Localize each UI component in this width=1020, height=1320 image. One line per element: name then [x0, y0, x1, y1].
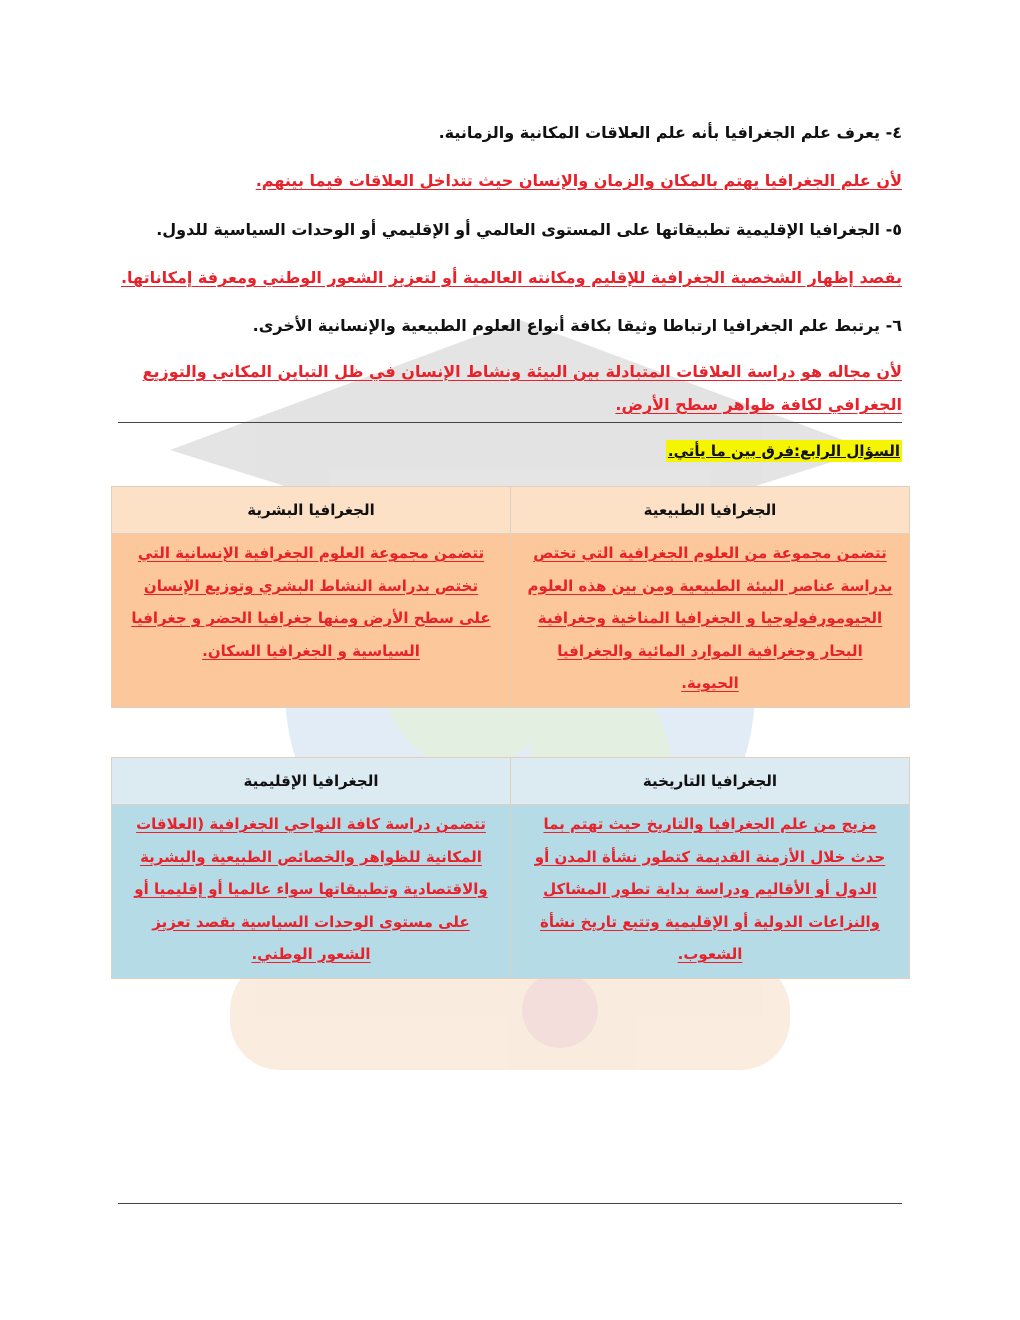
comparison-table-2 [111, 757, 910, 979]
comparison-table-1 [111, 486, 910, 708]
table1-left-line: على سطح الأرض ومنها جغرافيا الحضر و جغرافيا [131, 609, 491, 627]
answer-6-line-2: الجغرافي لكافة ظواهر سطح الأرض. [615, 395, 902, 414]
table2-left-header: الجغرافيا الإقليمية [112, 758, 511, 805]
table2-right-line: الشعوب. [677, 945, 743, 963]
table2-left-cell [112, 805, 511, 979]
divider-bottom [118, 1203, 902, 1204]
table1-left-line: تختص بدراسة النشاط البشري وتوزيع الإنسان [143, 576, 479, 595]
answer-6-line-1: لأن مجاله هو دراسة العلاقات المتبادلة بين البيئة ونشاط الإنسان في ظل التباين المكاني والتوزيع [142, 362, 902, 381]
statement-4: ٤- يعرف علم الجغرافيا بأنه علم العلاقات المكانية والزمانية. [438, 123, 902, 142]
table1-left-line: السياسية و الجغرافيا السكان. [202, 641, 420, 660]
table1-right-line: الجيومورفولوجيا و الجغرافيا المناخية وجغرافية [537, 609, 883, 627]
table2-right-line: الدول أو الأقاليم ودراسة بداية تطور المشاكل [543, 880, 877, 898]
table2-left-line: على مستوى الوحدات السياسية بقصد تعزيز [152, 912, 470, 931]
table1-left-header: الجغرافيا البشرية [112, 487, 511, 534]
table2-right-line: حدث خلال الأزمنة القديمة كتطور نشأة المدن أو [534, 847, 886, 866]
table2-left-line: تتضمن دراسة كافة النواحي الجغرافية (العلاقات [136, 815, 486, 833]
table1-right-header: الجغرافيا الطبيعية [511, 487, 910, 534]
answer-4: لأن علم الجغرافيا يهتم بالمكان والزمان والإنسان حيث تتداخل العلاقات فيما بينهم. [255, 171, 902, 190]
table2-right-header: الجغرافيا التاريخية [511, 758, 910, 805]
table1-right-line: تتضمن مجموعة من العلوم الجغرافية التي تختص [533, 544, 887, 562]
table1-right-cell [511, 534, 910, 708]
table2-right-line: مزيج من علم الجغرافيا والتاريخ حيث تهتم بما [543, 815, 877, 833]
table2-right-cell [511, 805, 910, 979]
question-4-title: السؤال الرابع:فرق بين ما يأتي. [667, 442, 900, 460]
divider-top [118, 422, 902, 423]
table1-left-cell [112, 534, 511, 708]
table1-right-line: البحار وجغرافية الموارد المائية والجغرافيا [557, 641, 863, 660]
table2-left-line: والاقتصادية وتطبيقاتها سواء عالميا أو إقليميا أو [134, 880, 488, 898]
table1-left-line: تتضمن مجموعة العلوم الجغرافية الإنسانية التي [137, 544, 485, 562]
answer-5: بقصد إظهار الشخصية الجغرافية للإقليم ومكانته العالمية أو لتعزيز الشعور الوطني ومعرفة إمكاناتها. [120, 268, 902, 287]
table1-right-line: الحيوية. [681, 674, 739, 692]
table2-left-line: المكانية للظواهر والخصائص الطبيعية والبشرية [140, 847, 482, 866]
statement-6: ٦- يرتبط علم الجغرافيا ارتباطا وثيقا بكافة أنواع العلوم الطبيعية والإنسانية الأخرى. [252, 316, 902, 335]
table2-left-line: الشعور الوطني. [251, 945, 371, 963]
table1-right-line: بدراسة عناصر البيئة الطبيعية ومن بين هذه العلوم [527, 576, 893, 595]
table2-right-line: والنزاعات الدولية أو الإقليمية وتتبع تاريخ نشأة [540, 912, 880, 931]
statement-5: ٥- الجغرافيا الإقليمية تطبيقاتها على المستوى العالمي أو الإقليمي أو الوحدات السياسية للدول. [156, 220, 902, 239]
